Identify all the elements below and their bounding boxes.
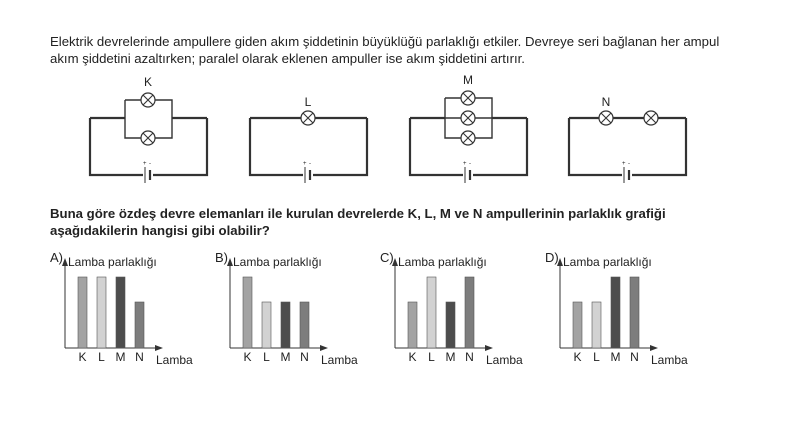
bar-K [78, 277, 87, 348]
battery-plus: + [622, 161, 626, 167]
question-text: Buna göre özdeş devre elemanları ile kurulan devrelerde K, L, M ve N ampullerinin parlaklık grafiği aşağıdakilerin hangisi gibi olabilir? [50, 206, 666, 238]
tick-label-M: M [280, 350, 291, 364]
bar-M [116, 277, 125, 348]
y-axis-label: Lamba parlaklığı [398, 255, 487, 269]
x-axis-arrow [485, 345, 493, 351]
chart-option-D [545, 250, 688, 367]
x-axis-label: Lamba [321, 353, 358, 367]
option-letter: D) [545, 250, 559, 265]
y-axis-label: Lamba parlaklığı [68, 255, 157, 269]
chart-option-B [215, 250, 358, 367]
tick-label-K: K [78, 350, 87, 364]
x-axis-arrow [650, 345, 658, 351]
tick-label-K: K [573, 350, 582, 364]
intro-text: Elektrik devrelerinde ampullere giden akım şiddetinin büyüklüğü parlaklığı etkiler. Devreye seri bağlanan her ampul akım şiddetini azaltırken; paralel olarak eklenen ampuller ise akım şiddetini artırır. [50, 34, 720, 66]
tick-label-M: M [445, 350, 456, 364]
bar-K [573, 302, 582, 348]
x-axis-arrow [155, 345, 163, 351]
tick-label-K: K [408, 350, 417, 364]
x-axis-label: Lamba [486, 353, 523, 367]
battery-plus: + [303, 161, 307, 167]
bar-N [465, 277, 474, 348]
lamp-label: L [304, 95, 312, 109]
x-axis-arrow [320, 345, 328, 351]
y-axis-label: Lamba parlaklığı [233, 255, 322, 269]
tick-label-L: L [428, 350, 435, 364]
bar-M [611, 277, 620, 348]
battery-minus: - [149, 161, 151, 167]
chart-option-A [50, 250, 193, 367]
bar-L [592, 302, 601, 348]
lamp-label: N [601, 95, 611, 109]
x-axis-label: Lamba [651, 353, 688, 367]
battery-minus: - [628, 161, 630, 167]
bar-N [300, 302, 309, 348]
bar-N [630, 277, 639, 348]
x-axis-label: Lamba [156, 353, 193, 367]
bar-L [262, 302, 271, 348]
battery-minus: - [469, 161, 471, 167]
y-axis-label: Lamba parlaklığı [563, 255, 652, 269]
tick-label-M: M [115, 350, 126, 364]
option-letter: A) [50, 250, 63, 265]
option-letter: B) [215, 250, 228, 265]
battery-minus: - [309, 161, 311, 167]
tick-label-L: L [593, 350, 600, 364]
tick-label-K: K [243, 350, 252, 364]
bar-K [408, 302, 417, 348]
chart-option-C [380, 250, 523, 367]
bar-M [446, 302, 455, 348]
lamp-label: M [463, 73, 473, 87]
tick-label-N: N [135, 350, 144, 364]
lamp-label: K [143, 75, 153, 89]
tick-label-L: L [263, 350, 270, 364]
bar-L [427, 277, 436, 348]
battery-plus: + [463, 161, 467, 167]
bar-N [135, 302, 144, 348]
tick-label-N: N [300, 350, 309, 364]
bar-K [243, 277, 252, 348]
bar-L [97, 277, 106, 348]
battery-plus: + [143, 161, 147, 167]
bar-M [281, 302, 290, 348]
tick-label-N: N [465, 350, 474, 364]
tick-label-M: M [610, 350, 621, 364]
option-letter: C) [380, 250, 394, 265]
tick-label-L: L [98, 350, 105, 364]
tick-label-N: N [630, 350, 639, 364]
